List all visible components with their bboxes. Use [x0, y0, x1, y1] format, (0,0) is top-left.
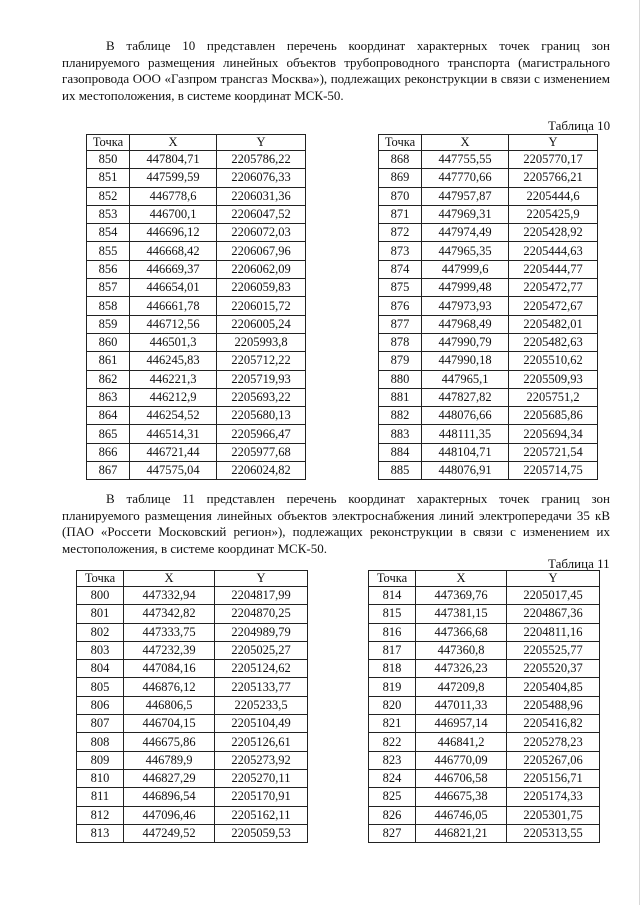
table-row: [379, 425, 598, 443]
y-coordinate-cell: 2206067,96: [217, 242, 306, 260]
point-number-cell: 864: [87, 407, 130, 425]
column-header: Y: [217, 135, 306, 151]
table-row: [379, 315, 598, 333]
x-coordinate-cell: 448111,35: [422, 425, 509, 443]
point-number-cell: 860: [87, 333, 130, 351]
point-number-cell: 873: [379, 242, 422, 260]
y-coordinate-cell: 2205126,61: [215, 733, 308, 751]
table-row: [379, 388, 598, 406]
y-coordinate-cell: 2205472,67: [509, 297, 598, 315]
x-coordinate-cell: 446696,12: [130, 224, 217, 242]
column-header: Y: [215, 571, 308, 587]
table-row: [379, 370, 598, 388]
x-coordinate-cell: 447599,59: [130, 169, 217, 187]
table11-caption: Таблица 11: [548, 556, 610, 571]
point-number-cell: 855: [87, 242, 130, 260]
point-number-cell: 881: [379, 388, 422, 406]
x-coordinate-cell: 446957,14: [416, 715, 507, 733]
y-coordinate-cell: 2205977,68: [217, 443, 306, 461]
point-number-cell: 866: [87, 443, 130, 461]
point-number-cell: 820: [369, 696, 416, 714]
y-coordinate-cell: 2204817,99: [215, 587, 308, 605]
y-coordinate-cell: 2205444,63: [509, 242, 598, 260]
point-number-cell: 863: [87, 388, 130, 406]
x-coordinate-cell: 448076,66: [422, 407, 509, 425]
y-coordinate-cell: 2205488,96: [507, 696, 600, 714]
x-coordinate-cell: 447804,71: [130, 151, 217, 169]
table-row: [379, 352, 598, 370]
point-number-cell: 814: [369, 587, 416, 605]
x-coordinate-cell: 447084,16: [124, 660, 215, 678]
x-coordinate-cell: 447965,1: [422, 370, 509, 388]
point-number-cell: 850: [87, 151, 130, 169]
y-coordinate-cell: 2205966,47: [217, 425, 306, 443]
table-row: [369, 769, 600, 787]
x-coordinate-cell: 448076,91: [422, 462, 509, 480]
table-row: [87, 315, 306, 333]
column-header: Точка: [77, 571, 124, 587]
x-coordinate-cell: 447332,94: [124, 587, 215, 605]
x-coordinate-cell: 446721,44: [130, 443, 217, 461]
x-coordinate-cell: 447990,18: [422, 352, 509, 370]
table-row: [369, 696, 600, 714]
point-number-cell: 806: [77, 696, 124, 714]
x-coordinate-cell: 447326,23: [416, 660, 507, 678]
table-row: [87, 297, 306, 315]
x-coordinate-cell: 447369,76: [416, 587, 507, 605]
table11-intro-paragraph: [62, 491, 610, 557]
table10-caption: Таблица 10: [548, 118, 611, 133]
point-number-cell: 810: [77, 769, 124, 787]
y-coordinate-cell: 2205714,75: [509, 462, 598, 480]
y-coordinate-cell: 2205694,34: [509, 425, 598, 443]
x-coordinate-cell: 447011,33: [416, 696, 507, 714]
point-number-cell: 801: [77, 605, 124, 623]
y-coordinate-cell: 2205233,5: [215, 696, 308, 714]
table-row: [369, 788, 600, 806]
point-number-cell: 878: [379, 333, 422, 351]
x-coordinate-cell: 447973,93: [422, 297, 509, 315]
table-row: [379, 169, 598, 187]
point-number-cell: 815: [369, 605, 416, 623]
column-header: X: [130, 135, 217, 151]
point-number-cell: 817: [369, 641, 416, 659]
point-number-cell: 821: [369, 715, 416, 733]
x-coordinate-cell: 447965,35: [422, 242, 509, 260]
table-row: [379, 260, 598, 278]
table-row: [369, 605, 600, 623]
point-number-cell: 812: [77, 806, 124, 824]
y-coordinate-cell: 2205059,53: [215, 824, 308, 842]
y-coordinate-cell: 2205751,2: [509, 388, 598, 406]
table10-right: [378, 134, 598, 480]
table-row: [379, 224, 598, 242]
table11-right: [368, 570, 600, 843]
x-coordinate-cell: 446827,29: [124, 769, 215, 787]
x-coordinate-cell: 447575,04: [130, 462, 217, 480]
x-coordinate-cell: 446778,6: [130, 187, 217, 205]
point-number-cell: 874: [379, 260, 422, 278]
x-coordinate-cell: 447827,82: [422, 388, 509, 406]
table-row: [87, 151, 306, 169]
y-coordinate-cell: 2205721,54: [509, 443, 598, 461]
point-number-cell: 880: [379, 370, 422, 388]
table-row: [87, 407, 306, 425]
point-number-cell: 862: [87, 370, 130, 388]
y-coordinate-cell: 2205693,22: [217, 388, 306, 406]
y-coordinate-cell: 2205133,77: [215, 678, 308, 696]
x-coordinate-cell: 447999,6: [422, 260, 509, 278]
y-coordinate-cell: 2206062,09: [217, 260, 306, 278]
x-coordinate-cell: 447974,49: [422, 224, 509, 242]
y-coordinate-cell: 2205685,86: [509, 407, 598, 425]
table-row: [379, 205, 598, 223]
table-header-row: [369, 571, 600, 587]
y-coordinate-cell: 2205719,93: [217, 370, 306, 388]
table-row: [369, 587, 600, 605]
y-coordinate-cell: 2206015,72: [217, 297, 306, 315]
y-coordinate-cell: 2205104,49: [215, 715, 308, 733]
x-coordinate-cell: 446789,9: [124, 751, 215, 769]
point-number-cell: 807: [77, 715, 124, 733]
table-header-row: [379, 135, 598, 151]
point-number-cell: 876: [379, 297, 422, 315]
table-row: [87, 443, 306, 461]
table-row: [77, 788, 308, 806]
y-coordinate-cell: 2205124,62: [215, 660, 308, 678]
x-coordinate-cell: 446821,21: [416, 824, 507, 842]
table-row: [77, 806, 308, 824]
table-row: [379, 407, 598, 425]
y-coordinate-cell: 2205267,06: [507, 751, 600, 769]
point-number-cell: 827: [369, 824, 416, 842]
point-number-cell: 885: [379, 462, 422, 480]
y-coordinate-cell: 2206072,03: [217, 224, 306, 242]
table-row: [379, 242, 598, 260]
y-coordinate-cell: 2205174,33: [507, 788, 600, 806]
table-row: [87, 352, 306, 370]
x-coordinate-cell: 446770,09: [416, 751, 507, 769]
y-coordinate-cell: 2204989,79: [215, 623, 308, 641]
table-row: [77, 824, 308, 842]
point-number-cell: 858: [87, 297, 130, 315]
point-number-cell: 884: [379, 443, 422, 461]
table-row: [369, 641, 600, 659]
y-coordinate-cell: 2205425,9: [509, 205, 598, 223]
point-number-cell: 826: [369, 806, 416, 824]
table-row: [379, 443, 598, 461]
y-coordinate-cell: 2205712,22: [217, 352, 306, 370]
point-number-cell: 803: [77, 641, 124, 659]
point-number-cell: 813: [77, 824, 124, 842]
y-coordinate-cell: 2205428,92: [509, 224, 598, 242]
point-number-cell: 824: [369, 769, 416, 787]
column-header: Точка: [379, 135, 422, 151]
column-header: Точка: [87, 135, 130, 151]
point-number-cell: 822: [369, 733, 416, 751]
table-row: [379, 151, 598, 169]
table-row: [87, 260, 306, 278]
x-coordinate-cell: 446654,01: [130, 279, 217, 297]
y-coordinate-cell: 2205273,92: [215, 751, 308, 769]
x-coordinate-cell: 447969,31: [422, 205, 509, 223]
table11-left: [76, 570, 308, 843]
table-row: [87, 370, 306, 388]
table-row: [77, 660, 308, 678]
point-number-cell: 857: [87, 279, 130, 297]
column-header: Y: [507, 571, 600, 587]
x-coordinate-cell: 446876,12: [124, 678, 215, 696]
y-coordinate-cell: 2204811,16: [507, 623, 600, 641]
point-number-cell: 809: [77, 751, 124, 769]
x-coordinate-cell: 447096,46: [124, 806, 215, 824]
x-coordinate-cell: 446841,2: [416, 733, 507, 751]
point-number-cell: 853: [87, 205, 130, 223]
y-coordinate-cell: 2205770,17: [509, 151, 598, 169]
y-coordinate-cell: 2205416,82: [507, 715, 600, 733]
y-coordinate-cell: 2205156,71: [507, 769, 600, 787]
point-number-cell: 867: [87, 462, 130, 480]
table-row: [87, 224, 306, 242]
point-number-cell: 869: [379, 169, 422, 187]
table-header-row: [87, 135, 306, 151]
table-row: [369, 660, 600, 678]
table-row: [77, 715, 308, 733]
x-coordinate-cell: 447381,15: [416, 605, 507, 623]
x-coordinate-cell: 446712,56: [130, 315, 217, 333]
column-header: X: [124, 571, 215, 587]
point-number-cell: 868: [379, 151, 422, 169]
point-number-cell: 875: [379, 279, 422, 297]
point-number-cell: 854: [87, 224, 130, 242]
x-coordinate-cell: 446700,1: [130, 205, 217, 223]
point-number-cell: 883: [379, 425, 422, 443]
y-coordinate-cell: 2205017,45: [507, 587, 600, 605]
y-coordinate-cell: 2206059,83: [217, 279, 306, 297]
point-number-cell: 808: [77, 733, 124, 751]
x-coordinate-cell: 446661,78: [130, 297, 217, 315]
table-row: [77, 605, 308, 623]
point-number-cell: 819: [369, 678, 416, 696]
table-row: [87, 425, 306, 443]
table-row: [87, 333, 306, 351]
y-coordinate-cell: 2205301,75: [507, 806, 600, 824]
x-coordinate-cell: 447333,75: [124, 623, 215, 641]
y-coordinate-cell: 2205444,77: [509, 260, 598, 278]
point-number-cell: 861: [87, 352, 130, 370]
x-coordinate-cell: 446514,31: [130, 425, 217, 443]
point-number-cell: 805: [77, 678, 124, 696]
x-coordinate-cell: 446668,42: [130, 242, 217, 260]
table-row: [369, 623, 600, 641]
y-coordinate-cell: 2206024,82: [217, 462, 306, 480]
x-coordinate-cell: 447342,82: [124, 605, 215, 623]
x-coordinate-cell: 446221,3: [130, 370, 217, 388]
x-coordinate-cell: 446675,38: [416, 788, 507, 806]
table-row: [379, 462, 598, 480]
table-row: [77, 587, 308, 605]
point-number-cell: 871: [379, 205, 422, 223]
y-coordinate-cell: 2205786,22: [217, 151, 306, 169]
y-coordinate-cell: 2205278,23: [507, 733, 600, 751]
y-coordinate-cell: 2205520,37: [507, 660, 600, 678]
paragraph-text: В таблице 10 представлен перечень координат характерных точек границ зон планируемого размещения линейных объектов трубопроводного транспорта (магистрального газопровода ООО «Газпром трансгаз Москва»), подлежащих реконструкции в связи с изменением их местоположения, в системе координат МСК-50.: [62, 38, 610, 103]
x-coordinate-cell: 446746,05: [416, 806, 507, 824]
table-row: [87, 169, 306, 187]
point-number-cell: 879: [379, 352, 422, 370]
point-number-cell: 816: [369, 623, 416, 641]
x-coordinate-cell: 447360,8: [416, 641, 507, 659]
y-coordinate-cell: 2206005,24: [217, 315, 306, 333]
table-row: [379, 333, 598, 351]
x-coordinate-cell: 446669,37: [130, 260, 217, 278]
point-number-cell: 800: [77, 587, 124, 605]
x-coordinate-cell: 446245,83: [130, 352, 217, 370]
point-number-cell: 811: [77, 788, 124, 806]
y-coordinate-cell: 2204870,25: [215, 605, 308, 623]
point-number-cell: 851: [87, 169, 130, 187]
y-coordinate-cell: 2205510,62: [509, 352, 598, 370]
table-row: [379, 187, 598, 205]
y-coordinate-cell: 2205170,91: [215, 788, 308, 806]
y-coordinate-cell: 2206047,52: [217, 205, 306, 223]
y-coordinate-cell: 2205313,55: [507, 824, 600, 842]
point-number-cell: 877: [379, 315, 422, 333]
x-coordinate-cell: 448104,71: [422, 443, 509, 461]
y-coordinate-cell: 2205766,21: [509, 169, 598, 187]
point-number-cell: 870: [379, 187, 422, 205]
table-row: [369, 751, 600, 769]
point-number-cell: 852: [87, 187, 130, 205]
table-row: [369, 678, 600, 696]
x-coordinate-cell: 446706,58: [416, 769, 507, 787]
point-number-cell: 856: [87, 260, 130, 278]
y-coordinate-cell: 2205482,63: [509, 333, 598, 351]
x-coordinate-cell: 446675,86: [124, 733, 215, 751]
y-coordinate-cell: 2205444,6: [509, 187, 598, 205]
paragraph-text: В таблице 11 представлен перечень координат характерных точек границ зон планируемого размещения линейных объектов электроснабжения линий электропередачи 35 кВ (ПАО «Россети Московский регион»), подлежащих реконструкции в связи с изменением их местоположения, в системе координат МСК-50.: [62, 491, 610, 556]
x-coordinate-cell: 446212,9: [130, 388, 217, 406]
table-row: [77, 678, 308, 696]
table-row: [77, 733, 308, 751]
y-coordinate-cell: 2205525,77: [507, 641, 600, 659]
x-coordinate-cell: 446806,5: [124, 696, 215, 714]
x-coordinate-cell: 447990,79: [422, 333, 509, 351]
table-row: [369, 806, 600, 824]
x-coordinate-cell: 447249,52: [124, 824, 215, 842]
x-coordinate-cell: 446254,52: [130, 407, 217, 425]
table-row: [77, 751, 308, 769]
table-row: [379, 279, 598, 297]
x-coordinate-cell: 446704,15: [124, 715, 215, 733]
x-coordinate-cell: 447968,49: [422, 315, 509, 333]
x-coordinate-cell: 446501,3: [130, 333, 217, 351]
table-row: [87, 242, 306, 260]
table-row: [369, 715, 600, 733]
point-number-cell: 872: [379, 224, 422, 242]
y-coordinate-cell: 2205680,13: [217, 407, 306, 425]
x-coordinate-cell: 447366,68: [416, 623, 507, 641]
x-coordinate-cell: 447770,66: [422, 169, 509, 187]
x-coordinate-cell: 447999,48: [422, 279, 509, 297]
x-coordinate-cell: 446896,54: [124, 788, 215, 806]
y-coordinate-cell: 2205472,77: [509, 279, 598, 297]
point-number-cell: 882: [379, 407, 422, 425]
y-coordinate-cell: 2205482,01: [509, 315, 598, 333]
column-header: Y: [509, 135, 598, 151]
point-number-cell: 859: [87, 315, 130, 333]
table-row: [77, 623, 308, 641]
table-row: [77, 696, 308, 714]
table-row: [379, 297, 598, 315]
y-coordinate-cell: 2205162,11: [215, 806, 308, 824]
table-row: [369, 733, 600, 751]
table10-left: [86, 134, 306, 480]
point-number-cell: 865: [87, 425, 130, 443]
point-number-cell: 825: [369, 788, 416, 806]
table-row: [77, 769, 308, 787]
table-row: [87, 279, 306, 297]
point-number-cell: 823: [369, 751, 416, 769]
column-header: X: [416, 571, 507, 587]
column-header: Точка: [369, 571, 416, 587]
point-number-cell: 818: [369, 660, 416, 678]
y-coordinate-cell: 2206031,36: [217, 187, 306, 205]
x-coordinate-cell: 447209,8: [416, 678, 507, 696]
x-coordinate-cell: 447232,39: [124, 641, 215, 659]
y-coordinate-cell: 2205404,85: [507, 678, 600, 696]
point-number-cell: 804: [77, 660, 124, 678]
table-row: [87, 205, 306, 223]
x-coordinate-cell: 447957,87: [422, 187, 509, 205]
table-row: [87, 187, 306, 205]
y-coordinate-cell: 2206076,33: [217, 169, 306, 187]
table-row: [77, 641, 308, 659]
point-number-cell: 802: [77, 623, 124, 641]
table-header-row: [77, 571, 308, 587]
table-row: [369, 824, 600, 842]
y-coordinate-cell: 2204867,36: [507, 605, 600, 623]
table-row: [87, 388, 306, 406]
table10-intro-paragraph: [62, 38, 610, 104]
y-coordinate-cell: 2205993,8: [217, 333, 306, 351]
table-row: [87, 462, 306, 480]
y-coordinate-cell: 2205025,27: [215, 641, 308, 659]
y-coordinate-cell: 2205270,11: [215, 769, 308, 787]
y-coordinate-cell: 2205509,93: [509, 370, 598, 388]
x-coordinate-cell: 447755,55: [422, 151, 509, 169]
column-header: X: [422, 135, 509, 151]
